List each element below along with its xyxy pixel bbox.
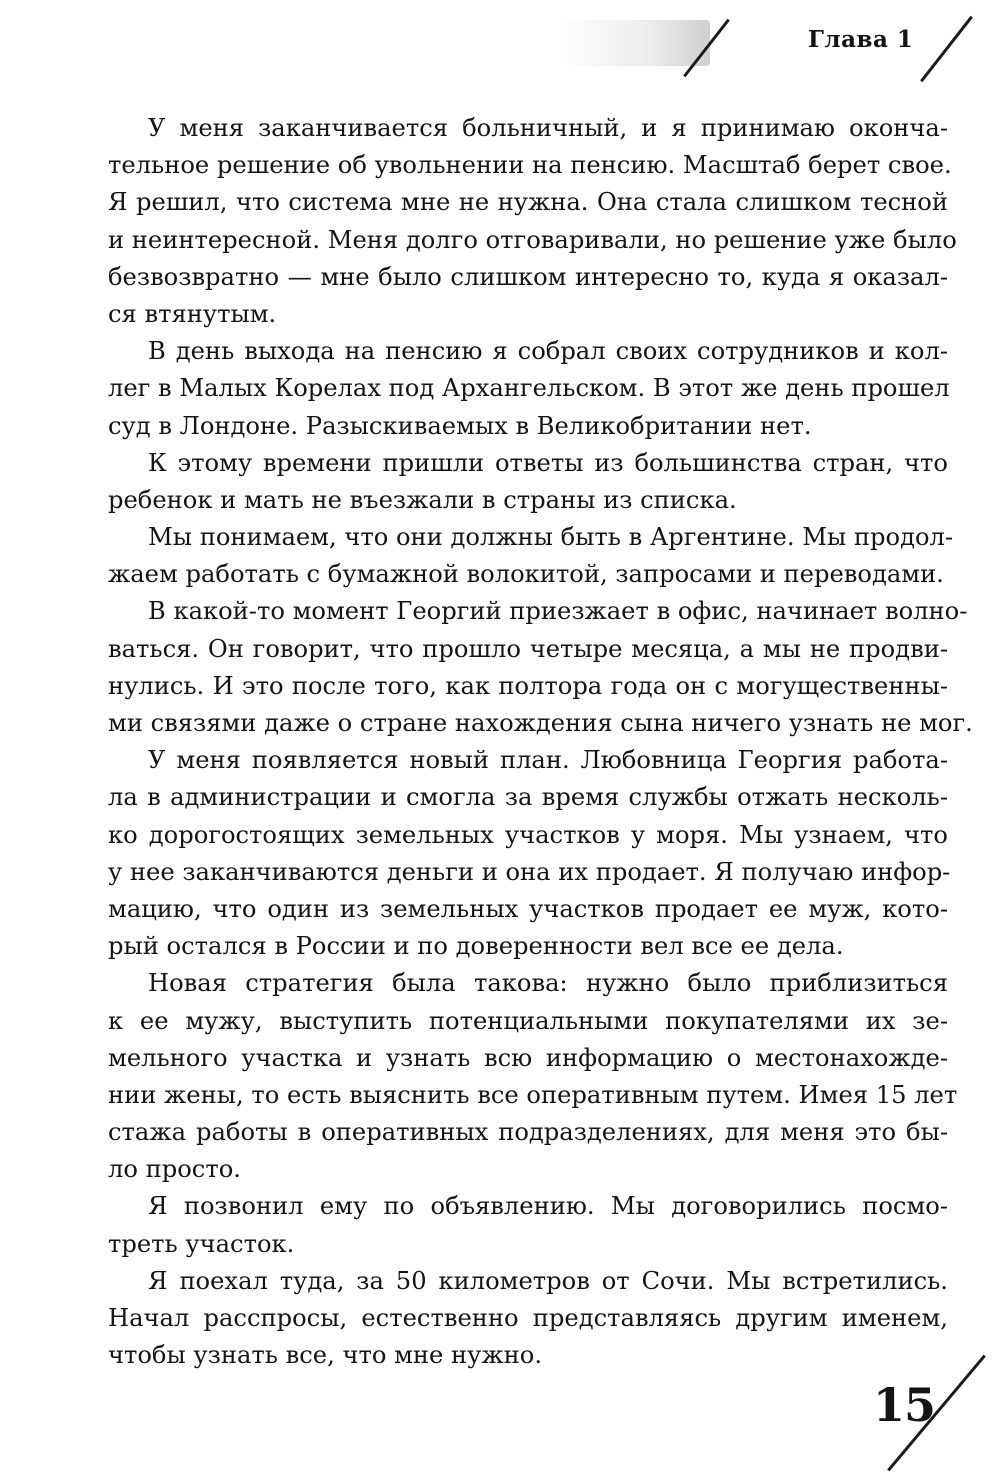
paragraph	[108, 1263, 948, 1375]
header-slash-decoration	[920, 16, 973, 82]
text-line: У меня заканчивается больничный, и я принимаю оконча-	[148, 114, 948, 142]
text-line: рый остался в России и по доверенности вел все ее дела.	[108, 932, 844, 961]
text-line: В какой-то момент Георгий приезжает в офис, начинает волно-	[148, 597, 968, 626]
paragraph	[108, 742, 951, 965]
text-line: безвозвратно — мне было слишком интересно то, куда я оказал-	[108, 262, 948, 291]
paragraph	[108, 1188, 948, 1262]
text-line: ся втянутым.	[108, 299, 277, 328]
text-line: ми связями даже о стране нахождения сына ничего узнать не мог.	[108, 709, 973, 737]
text-line: ребенок и мать не въезжали в страны из списка.	[108, 485, 737, 514]
text-line: У меня появляется новый план. Любовница Георгия работа-	[148, 746, 948, 775]
text-line: у нее заканчиваются деньги и она их продает. Я получаю инфор-	[108, 857, 951, 886]
text-line: ла в администрации и смогла за время службы отжать несколь-	[108, 783, 948, 812]
paragraph	[108, 965, 958, 1188]
text-line: мельного участка и узнать всю информацию о местонахожде-	[108, 1043, 948, 1072]
text-line: ваться. Он говорит, что прошло четыре месяца, а мы не продви-	[108, 634, 948, 663]
text-line: и неинтересной. Меня долго отговаривали, но решение уже было	[108, 225, 957, 254]
chapter-title: Глава 1	[808, 26, 914, 53]
body-text	[108, 110, 973, 1374]
text-line: нии жены, то есть выяснить все оперативным путем. Имея 15 лет	[108, 1080, 958, 1109]
paragraph	[108, 593, 973, 742]
text-line: В день выхода на пенсию я собрал своих сотрудников и кол-	[148, 337, 948, 366]
text-line: к ее мужу, выступить потенциальными покупателями их зе-	[108, 1006, 948, 1035]
text-line: стажа работы в оперативных подразделениях, для меня это бы-	[108, 1118, 948, 1147]
text-line: Я позвонил ему по объявлению. Мы договорились посмо-	[148, 1192, 948, 1221]
text-line: ко дорогостоящих земельных участков у моря. Мы узнаем, что	[108, 820, 948, 849]
paragraph	[108, 519, 954, 593]
text-line: жаем работать с бумажной волокитой, запросами и переводами.	[108, 560, 944, 589]
text-line: Мы понимаем, что они должны быть в Аргентине. Мы продол-	[148, 523, 954, 552]
text-line: мацию, что один из земельных участков продает ее муж, кото-	[108, 894, 948, 923]
header-decoration	[560, 20, 710, 66]
text-line: Я решил, что система мне не нужна. Она стала слишком тесной	[108, 188, 948, 217]
text-line: Новая стратегия была такова: нужно было приблизиться	[148, 969, 948, 998]
text-line: суд в Лондоне. Разыскиваемых в Великобритании нет.	[108, 411, 812, 440]
paragraph	[108, 333, 948, 445]
text-line: Начал расспросы, естественно представляясь другим именем,	[108, 1304, 948, 1332]
text-line: тельное решение об увольнении на пенсию. Масштаб берет свое.	[108, 151, 952, 180]
text-line: Я поехал туда, за 50 километров от Сочи. Мы встретились.	[148, 1266, 948, 1295]
page-number: 15	[873, 1378, 936, 1432]
text-line: ло просто.	[108, 1155, 241, 1184]
text-line: треть участок.	[108, 1229, 295, 1258]
paragraph	[108, 445, 948, 519]
text-line: чтобы узнать все, что мне нужно.	[108, 1341, 543, 1370]
paragraph	[108, 110, 957, 333]
text-line: лег в Малых Корелах под Архангельском. В этот же день прошел	[108, 374, 950, 403]
text-line: нулись. И это после того, как полтора года он с могущественны-	[108, 671, 948, 700]
text-line: К этому времени пришли ответы из большинства стран, что	[148, 448, 948, 477]
